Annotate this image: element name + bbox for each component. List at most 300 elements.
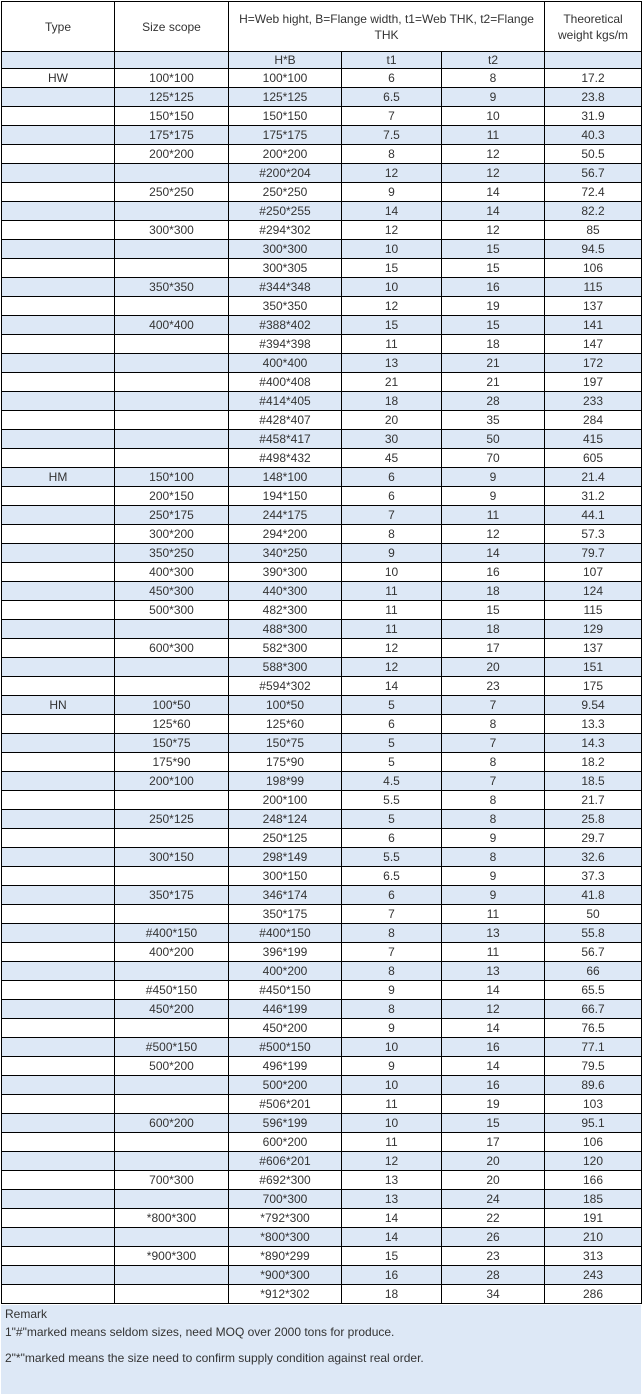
cell-size-scope <box>115 1285 229 1304</box>
cell-hb: 150*75 <box>229 734 342 753</box>
cell-size-scope <box>115 1152 229 1171</box>
table-row <box>2 1000 642 1019</box>
cell-type <box>2 1266 115 1285</box>
cell-t1: 6 <box>342 886 442 905</box>
cell-size-scope: 350*350 <box>115 278 229 297</box>
table-row <box>2 981 642 1000</box>
cell-hb: *912*302 <box>229 1285 342 1304</box>
cell-hb: 248*124 <box>229 810 342 829</box>
cell-type <box>2 1076 115 1095</box>
cell-weight: 79.7 <box>545 544 642 563</box>
cell-type <box>2 943 115 962</box>
cell-weight: 243 <box>545 1266 642 1285</box>
cell-weight: 89.6 <box>545 1076 642 1095</box>
cell-type <box>2 506 115 525</box>
cell-t1: 13 <box>342 1190 442 1209</box>
cell-t1: 7 <box>342 506 442 525</box>
steel-spec-table <box>1 1 642 1304</box>
header-weight: Theoretical weight kgs/m <box>545 2 642 52</box>
table-row <box>2 373 642 392</box>
table-row <box>2 1247 642 1266</box>
table-row <box>2 1171 642 1190</box>
cell-size-scope: 350*175 <box>115 886 229 905</box>
table-row <box>2 1076 642 1095</box>
cell-hb: 350*350 <box>229 297 342 316</box>
table-row <box>2 145 642 164</box>
cell-weight: 94.5 <box>545 240 642 259</box>
cell-size-scope <box>115 430 229 449</box>
cell-size-scope <box>115 1095 229 1114</box>
cell-t1: 5 <box>342 734 442 753</box>
cell-weight: 115 <box>545 601 642 620</box>
cell-t2: 12 <box>442 525 545 544</box>
cell-t2: 22 <box>442 1209 545 1228</box>
cell-size-scope: 150*150 <box>115 107 229 126</box>
cell-size-scope: 150*100 <box>115 468 229 487</box>
table-row <box>2 202 642 221</box>
cell-weight: 103 <box>545 1095 642 1114</box>
cell-t1: 14 <box>342 1228 442 1247</box>
cell-type <box>2 620 115 639</box>
cell-size-scope <box>115 1266 229 1285</box>
table-row <box>2 791 642 810</box>
cell-t2: 18 <box>442 582 545 601</box>
cell-t2: 21 <box>442 373 545 392</box>
cell-type <box>2 392 115 411</box>
cell-t1: 12 <box>342 1152 442 1171</box>
cell-size-scope: 125*125 <box>115 88 229 107</box>
table-row <box>2 69 642 88</box>
cell-hb: 175*175 <box>229 126 342 145</box>
subheader-blank <box>545 52 642 69</box>
cell-t1: 7 <box>342 943 442 962</box>
cell-hb: #394*398 <box>229 335 342 354</box>
cell-weight: 141 <box>545 316 642 335</box>
cell-weight: 18.2 <box>545 753 642 772</box>
cell-type <box>2 1190 115 1209</box>
cell-weight: 41.8 <box>545 886 642 905</box>
cell-size-scope <box>115 905 229 924</box>
cell-t1: 5.5 <box>342 791 442 810</box>
cell-hb: #594*302 <box>229 677 342 696</box>
cell-type <box>2 563 115 582</box>
cell-weight: 17.2 <box>545 69 642 88</box>
cell-t1: 8 <box>342 962 442 981</box>
cell-t1: 12 <box>342 658 442 677</box>
cell-type <box>2 221 115 240</box>
cell-t1: 6 <box>342 829 442 848</box>
remark-note-2: 2"*"marked means the size need to confirm supply condition against real order. <box>5 1351 424 1365</box>
cell-hb: 125*125 <box>229 88 342 107</box>
cell-size-scope <box>115 1228 229 1247</box>
table-row <box>2 715 642 734</box>
table-row <box>2 924 642 943</box>
cell-t2: 19 <box>442 297 545 316</box>
cell-t2: 12 <box>442 221 545 240</box>
cell-t2: 11 <box>442 905 545 924</box>
cell-hb: 488*300 <box>229 620 342 639</box>
table-row <box>2 677 642 696</box>
table-row <box>2 867 642 886</box>
cell-t2: 8 <box>442 791 545 810</box>
cell-type <box>2 88 115 107</box>
cell-t2: 9 <box>442 487 545 506</box>
cell-t1: 11 <box>342 1133 442 1152</box>
cell-t2: 17 <box>442 1133 545 1152</box>
cell-weight: 21.7 <box>545 791 642 810</box>
cell-t2: 15 <box>442 1114 545 1133</box>
table-row <box>2 240 642 259</box>
cell-t2: 16 <box>442 1076 545 1095</box>
cell-type <box>2 525 115 544</box>
table-row <box>2 1190 642 1209</box>
cell-t2: 9 <box>442 88 545 107</box>
cell-t2: 14 <box>442 202 545 221</box>
cell-type <box>2 582 115 601</box>
cell-weight: 55.8 <box>545 924 642 943</box>
cell-hb: #344*348 <box>229 278 342 297</box>
cell-size-scope <box>115 1190 229 1209</box>
cell-hb: #506*201 <box>229 1095 342 1114</box>
cell-size-scope <box>115 240 229 259</box>
cell-t1: 12 <box>342 297 442 316</box>
cell-t2: 28 <box>442 1266 545 1285</box>
cell-type <box>2 430 115 449</box>
table-row <box>2 1209 642 1228</box>
table-row <box>2 696 642 715</box>
cell-size-scope <box>115 677 229 696</box>
cell-type: HN <box>2 696 115 715</box>
cell-hb: 298*149 <box>229 848 342 867</box>
cell-t2: 8 <box>442 810 545 829</box>
cell-weight: 106 <box>545 259 642 278</box>
table-row <box>2 126 642 145</box>
cell-t1: 16 <box>342 1266 442 1285</box>
cell-hb: 482*300 <box>229 601 342 620</box>
cell-t1: 11 <box>342 582 442 601</box>
table-row <box>2 658 642 677</box>
table-row <box>2 392 642 411</box>
cell-weight: 147 <box>545 335 642 354</box>
cell-size-scope: 600*300 <box>115 639 229 658</box>
cell-size-scope: 175*175 <box>115 126 229 145</box>
cell-size-scope <box>115 259 229 278</box>
cell-hb: 148*100 <box>229 468 342 487</box>
cell-type <box>2 240 115 259</box>
cell-size-scope: 600*200 <box>115 1114 229 1133</box>
cell-type <box>2 1209 115 1228</box>
cell-t2: 12 <box>442 164 545 183</box>
remark-box <box>1 1305 641 1394</box>
cell-hb: 100*100 <box>229 69 342 88</box>
cell-weight: 76.5 <box>545 1019 642 1038</box>
table-row <box>2 278 642 297</box>
table-row <box>2 164 642 183</box>
cell-weight: 129 <box>545 620 642 639</box>
cell-weight: 65.5 <box>545 981 642 1000</box>
cell-type <box>2 544 115 563</box>
cell-t2: 35 <box>442 411 545 430</box>
cell-t1: 12 <box>342 164 442 183</box>
cell-weight: 210 <box>545 1228 642 1247</box>
cell-type <box>2 202 115 221</box>
cell-t1: 6 <box>342 69 442 88</box>
header-type: Type <box>2 2 115 52</box>
cell-t1: 18 <box>342 1285 442 1304</box>
cell-size-scope: 200*100 <box>115 772 229 791</box>
cell-t1: 13 <box>342 1171 442 1190</box>
cell-weight: 115 <box>545 278 642 297</box>
cell-t1: 10 <box>342 1114 442 1133</box>
cell-weight: 95.1 <box>545 1114 642 1133</box>
cell-weight: 284 <box>545 411 642 430</box>
cell-type <box>2 1057 115 1076</box>
cell-type <box>2 715 115 734</box>
cell-hb: 340*250 <box>229 544 342 563</box>
cell-t2: 18 <box>442 620 545 639</box>
table-row <box>2 829 642 848</box>
table-row <box>2 582 642 601</box>
cell-size-scope: 400*200 <box>115 943 229 962</box>
cell-size-scope <box>115 962 229 981</box>
cell-weight: 57.3 <box>545 525 642 544</box>
cell-type <box>2 411 115 430</box>
cell-t1: 6.5 <box>342 867 442 886</box>
cell-type <box>2 677 115 696</box>
cell-t2: 9 <box>442 468 545 487</box>
cell-weight: 175 <box>545 677 642 696</box>
cell-hb: 396*199 <box>229 943 342 962</box>
cell-t1: 9 <box>342 981 442 1000</box>
cell-weight: 415 <box>545 430 642 449</box>
cell-t2: 14 <box>442 981 545 1000</box>
cell-type <box>2 1285 115 1304</box>
table-row <box>2 354 642 373</box>
table-row <box>2 1114 642 1133</box>
cell-size-scope: 400*300 <box>115 563 229 582</box>
subheader-row <box>2 52 642 69</box>
cell-size-scope <box>115 658 229 677</box>
cell-hb: 300*305 <box>229 259 342 278</box>
cell-t1: 12 <box>342 639 442 658</box>
cell-t1: 10 <box>342 278 442 297</box>
cell-hb: 250*125 <box>229 829 342 848</box>
cell-t2: 17 <box>442 639 545 658</box>
cell-size-scope <box>115 392 229 411</box>
cell-type <box>2 848 115 867</box>
cell-t2: 7 <box>442 696 545 715</box>
cell-weight: 124 <box>545 582 642 601</box>
cell-t1: 11 <box>342 620 442 639</box>
header-row <box>2 2 642 52</box>
cell-type <box>2 962 115 981</box>
cell-type <box>2 183 115 202</box>
cell-t1: 11 <box>342 1095 442 1114</box>
cell-weight: 13.3 <box>545 715 642 734</box>
cell-type <box>2 145 115 164</box>
cell-size-scope: 200*150 <box>115 487 229 506</box>
cell-t1: 8 <box>342 1000 442 1019</box>
cell-type <box>2 278 115 297</box>
cell-hb: 244*175 <box>229 506 342 525</box>
cell-weight: 72.4 <box>545 183 642 202</box>
cell-size-scope <box>115 335 229 354</box>
cell-t2: 11 <box>442 506 545 525</box>
cell-t1: 14 <box>342 202 442 221</box>
table-row <box>2 335 642 354</box>
table-row <box>2 905 642 924</box>
table-row <box>2 620 642 639</box>
cell-hb: #450*150 <box>229 981 342 1000</box>
cell-t2: 10 <box>442 107 545 126</box>
cell-t1: 20 <box>342 411 442 430</box>
cell-hb: 200*200 <box>229 145 342 164</box>
cell-weight: 25.8 <box>545 810 642 829</box>
table-row <box>2 259 642 278</box>
cell-weight: 32.6 <box>545 848 642 867</box>
table-row <box>2 601 642 620</box>
cell-t1: 7 <box>342 107 442 126</box>
cell-size-scope: 500*200 <box>115 1057 229 1076</box>
cell-type <box>2 1171 115 1190</box>
cell-type <box>2 1095 115 1114</box>
cell-type <box>2 924 115 943</box>
cell-type <box>2 354 115 373</box>
cell-hb: #498*432 <box>229 449 342 468</box>
table-row <box>2 962 642 981</box>
cell-t2: 8 <box>442 848 545 867</box>
cell-weight: 137 <box>545 297 642 316</box>
table-row <box>2 221 642 240</box>
cell-weight: 29.7 <box>545 829 642 848</box>
cell-hb: #500*150 <box>229 1038 342 1057</box>
cell-hb: 596*199 <box>229 1114 342 1133</box>
cell-size-scope <box>115 373 229 392</box>
cell-type <box>2 1228 115 1247</box>
header-description: H=Web hight, B=Flange width, t1=Web THK, t2=Flange THK <box>229 2 545 52</box>
table-row <box>2 1152 642 1171</box>
cell-t2: 7 <box>442 772 545 791</box>
cell-hb: 400*200 <box>229 962 342 981</box>
cell-size-scope: 150*75 <box>115 734 229 753</box>
subheader-hb: H*B <box>229 52 342 69</box>
cell-size-scope: 350*250 <box>115 544 229 563</box>
cell-size-scope: 300*200 <box>115 525 229 544</box>
subheader-blank <box>115 52 229 69</box>
cell-t1: 45 <box>342 449 442 468</box>
cell-t2: 12 <box>442 145 545 164</box>
cell-t2: 23 <box>442 677 545 696</box>
cell-hb: 150*150 <box>229 107 342 126</box>
cell-weight: 120 <box>545 1152 642 1171</box>
cell-size-scope: 100*100 <box>115 69 229 88</box>
table-row <box>2 316 642 335</box>
cell-size-scope <box>115 1019 229 1038</box>
cell-hb: 300*300 <box>229 240 342 259</box>
cell-hb: #400*408 <box>229 373 342 392</box>
cell-t2: 18 <box>442 335 545 354</box>
cell-t1: 8 <box>342 525 442 544</box>
subheader-blank <box>2 52 115 69</box>
cell-type <box>2 487 115 506</box>
table-row <box>2 544 642 563</box>
cell-t1: 5.5 <box>342 848 442 867</box>
cell-t1: 8 <box>342 924 442 943</box>
cell-t1: 13 <box>342 354 442 373</box>
cell-t1: 18 <box>342 392 442 411</box>
cell-t1: 6 <box>342 715 442 734</box>
table-row <box>2 1038 642 1057</box>
cell-size-scope: #400*150 <box>115 924 229 943</box>
cell-t2: 15 <box>442 316 545 335</box>
cell-weight: 50 <box>545 905 642 924</box>
cell-hb: *890*299 <box>229 1247 342 1266</box>
cell-size-scope: 450*200 <box>115 1000 229 1019</box>
remark-title: Remark <box>5 1307 48 1321</box>
cell-weight: 605 <box>545 449 642 468</box>
cell-weight: 56.7 <box>545 943 642 962</box>
table-row <box>2 772 642 791</box>
cell-t2: 24 <box>442 1190 545 1209</box>
table-row <box>2 411 642 430</box>
cell-weight: 166 <box>545 1171 642 1190</box>
cell-t1: 14 <box>342 1209 442 1228</box>
cell-t2: 8 <box>442 69 545 88</box>
cell-t1: 7.5 <box>342 126 442 145</box>
cell-t1: 6 <box>342 468 442 487</box>
cell-type <box>2 829 115 848</box>
table-row <box>2 848 642 867</box>
cell-type <box>2 1133 115 1152</box>
cell-size-scope: 200*200 <box>115 145 229 164</box>
table-row <box>2 468 642 487</box>
cell-weight: 40.3 <box>545 126 642 145</box>
cell-weight: 197 <box>545 373 642 392</box>
cell-type <box>2 734 115 753</box>
cell-t1: 9 <box>342 544 442 563</box>
cell-t1: 10 <box>342 240 442 259</box>
cell-size-scope: 250*125 <box>115 810 229 829</box>
cell-size-scope: 250*250 <box>115 183 229 202</box>
cell-t2: 11 <box>442 943 545 962</box>
table-row <box>2 506 642 525</box>
cell-t2: 9 <box>442 829 545 848</box>
cell-type: HM <box>2 468 115 487</box>
table-row <box>2 487 642 506</box>
cell-hb: *900*300 <box>229 1266 342 1285</box>
table-row <box>2 1095 642 1114</box>
cell-weight: 233 <box>545 392 642 411</box>
cell-size-scope <box>115 620 229 639</box>
cell-hb: 125*60 <box>229 715 342 734</box>
cell-hb: 450*200 <box>229 1019 342 1038</box>
cell-t2: 7 <box>442 734 545 753</box>
cell-hb: *800*300 <box>229 1228 342 1247</box>
cell-t2: 15 <box>442 240 545 259</box>
cell-t1: 9 <box>342 1019 442 1038</box>
cell-type <box>2 316 115 335</box>
cell-t2: 13 <box>442 924 545 943</box>
header-size-scope: Size scope <box>115 2 229 52</box>
cell-t2: 23 <box>442 1247 545 1266</box>
cell-weight: 31.9 <box>545 107 642 126</box>
cell-t2: 14 <box>442 544 545 563</box>
cell-weight: 21.4 <box>545 468 642 487</box>
cell-size-scope: 100*50 <box>115 696 229 715</box>
table-row <box>2 1019 642 1038</box>
cell-size-scope: 175*90 <box>115 753 229 772</box>
cell-weight: 137 <box>545 639 642 658</box>
